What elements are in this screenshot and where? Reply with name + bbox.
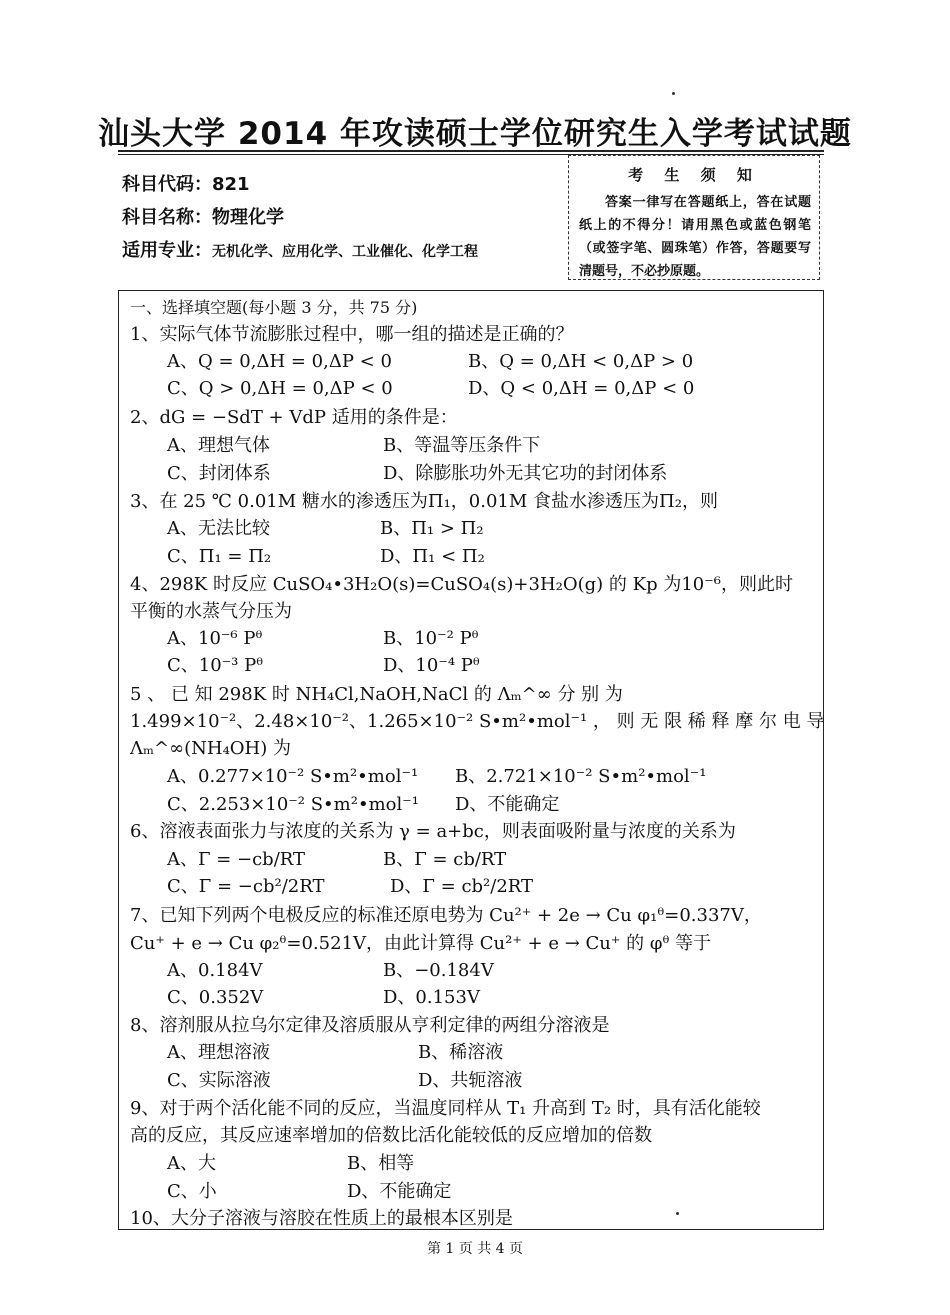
q9-option-d: D、不能确定 <box>347 1181 452 1202</box>
subject-name-value: 物理化学 <box>212 207 284 228</box>
q4-option-a: A、10⁻⁶ Pᶿ <box>167 628 263 649</box>
q4-stem-line1: 4、298K 时反应 CuSO₄•3H₂O(s)=CuSO₄(s)+3H₂O(g) 的 Kp 为10⁻⁶，则此时 <box>130 574 793 595</box>
subject-code-row <box>122 170 250 196</box>
q4-option-d: D、10⁻⁴ Pᶿ <box>383 655 480 676</box>
q6-option-b: B、Γ = cb/RT <box>383 849 507 870</box>
subject-code-label: 科目代码： <box>122 174 212 195</box>
major-label: 适用专业： <box>122 240 212 261</box>
q5-stem-line3: Λₘ^∞(NH₄OH) 为 <box>130 738 291 759</box>
page-footer: 第 1 页 共 4 页 <box>426 1241 524 1257</box>
q3-option-a: A、无法比较 <box>167 518 270 539</box>
scan-speck <box>676 1212 679 1215</box>
exam-title: 汕头大学 2014 年攻读硕士学位研究生入学考试试题 <box>98 116 852 152</box>
q1-option-a: A、Q = 0,ΔH = 0,ΔP < 0 <box>167 351 392 372</box>
q7-option-d: D、0.153V <box>383 987 480 1008</box>
q8-option-c: C、实际溶液 <box>167 1070 271 1091</box>
notice-heading: 考 生 须 知 <box>628 166 760 184</box>
q8-option-d: D、共轭溶液 <box>418 1070 523 1091</box>
q5-option-d: D、不能确定 <box>455 794 560 815</box>
subject-code-value: 821 <box>212 174 250 195</box>
q9-option-a: A、大 <box>167 1153 216 1174</box>
q1-stem: 1、实际气体节流膨胀过程中，哪一组的描述是正确的？ <box>130 324 574 345</box>
q4-stem-line2: 平衡的水蒸气分压为 <box>130 601 292 622</box>
q9-stem-line2: 高的反应，其反应速率增加的倍数比活化能较低的反应增加的倍数 <box>130 1125 652 1146</box>
q2-stem: 2、dG = −SdT + VdP 适用的条件是： <box>130 407 458 428</box>
q5-option-c: C、2.253×10⁻² S•m²•mol⁻¹ <box>167 794 419 815</box>
q4-option-b: B、10⁻² Pᶿ <box>383 628 479 649</box>
subject-name-row <box>122 203 284 229</box>
q6-option-c: C、Γ = −cb²/2RT <box>167 876 325 897</box>
q7-stem-line1: 7、已知下列两个电极反应的标准还原电势为 Cu²⁺ + 2e → Cu φ₁ᶿ=0.337V， <box>130 905 762 926</box>
q1-option-d: D、Q < 0,ΔH = 0,ΔP < 0 <box>468 378 695 399</box>
q8-option-a: A、理想溶液 <box>167 1042 270 1063</box>
scan-speck <box>672 92 675 95</box>
q4-option-c: C、10⁻³ Pᶿ <box>167 655 264 676</box>
notice-body: 答案一律写在答题纸上，答在试题纸上的不得分！请用黑色或蓝色钢笔（或签字笔、圆珠笔）作答，答题要写清题号，不必抄原题。 <box>579 195 811 279</box>
q2-option-c: C、封闭体系 <box>167 463 271 484</box>
q5-option-b: B、2.721×10⁻² S•m²•mol⁻¹ <box>455 766 707 787</box>
q3-option-c: C、Π₁ = Π₂ <box>167 546 272 567</box>
q1-option-c: C、Q > 0,ΔH = 0,ΔP < 0 <box>167 378 393 399</box>
q9-option-c: C、小 <box>167 1181 217 1202</box>
candidate-notice <box>568 155 820 280</box>
q3-option-b: B、Π₁ > Π₂ <box>380 518 484 539</box>
q3-stem: 3、在 25 ℃ 0.01M 糖水的渗透压为Π₁，0.01M 食盐水渗透压为Π₂，则 <box>130 491 718 512</box>
q5-stem-line2: 1.499×10⁻²、2.48×10⁻²、1.265×10⁻² S•m²•mol⁻¹ ， 则 无 限 稀 释 摩 尔 电 导 <box>130 711 825 732</box>
q9-option-b: B、相等 <box>347 1153 415 1174</box>
section-heading: 一、选择填空题(每小题 3 分，共 75 分) <box>130 298 418 317</box>
major-value: 无机化学、应用化学、工业催化、化学工程 <box>212 244 478 260</box>
q7-option-c: C、0.352V <box>167 987 264 1008</box>
q7-option-b: B、−0.184V <box>383 960 494 981</box>
q8-stem: 8、溶剂服从拉乌尔定律及溶质服从亨利定律的两组分溶液是 <box>130 1015 610 1036</box>
q2-option-b: B、等温等压条件下 <box>383 435 541 456</box>
q10-stem: 10、大分子溶液与溶胶在性质上的最根本区别是 <box>130 1208 513 1229</box>
q2-option-d: D、除膨胀功外无其它功的封闭体系 <box>383 463 668 484</box>
q8-option-b: B、稀溶液 <box>418 1042 504 1063</box>
q6-option-d: D、Γ = cb²/2RT <box>390 876 534 897</box>
q3-option-d: D、Π₁ < Π₂ <box>380 546 485 567</box>
q9-stem-line1: 9、对于两个活化能不同的反应，当温度同样从 T₁ 升高到 T₂ 时，具有活化能较 <box>130 1098 761 1119</box>
q2-option-a: A、理想气体 <box>167 435 270 456</box>
subject-name-label: 科目名称： <box>122 207 212 228</box>
q5-option-a: A、0.277×10⁻² S•m²•mol⁻¹ <box>167 766 419 787</box>
q1-option-b: B、Q = 0,ΔH < 0,ΔP > 0 <box>468 351 694 372</box>
q6-option-a: A、Γ = −cb/RT <box>167 849 306 870</box>
q6-stem: 6、溶液表面张力与浓度的关系为 γ = a+bc，则表面吸附量与浓度的关系为 <box>130 821 736 842</box>
q7-option-a: A、0.184V <box>167 960 263 981</box>
q5-stem-line1: 5 、 已 知 298K 时 NH₄Cl,NaOH,NaCl 的 Λₘ^∞ 分 别 为 <box>130 684 623 705</box>
q7-stem-line2: Cu⁺ + e → Cu φ₂ᶿ=0.521V，由此计算得 Cu²⁺ + e → Cu⁺ 的 φᶿ 等于 <box>130 933 712 954</box>
title-rule <box>118 150 824 152</box>
major-row <box>122 236 478 262</box>
